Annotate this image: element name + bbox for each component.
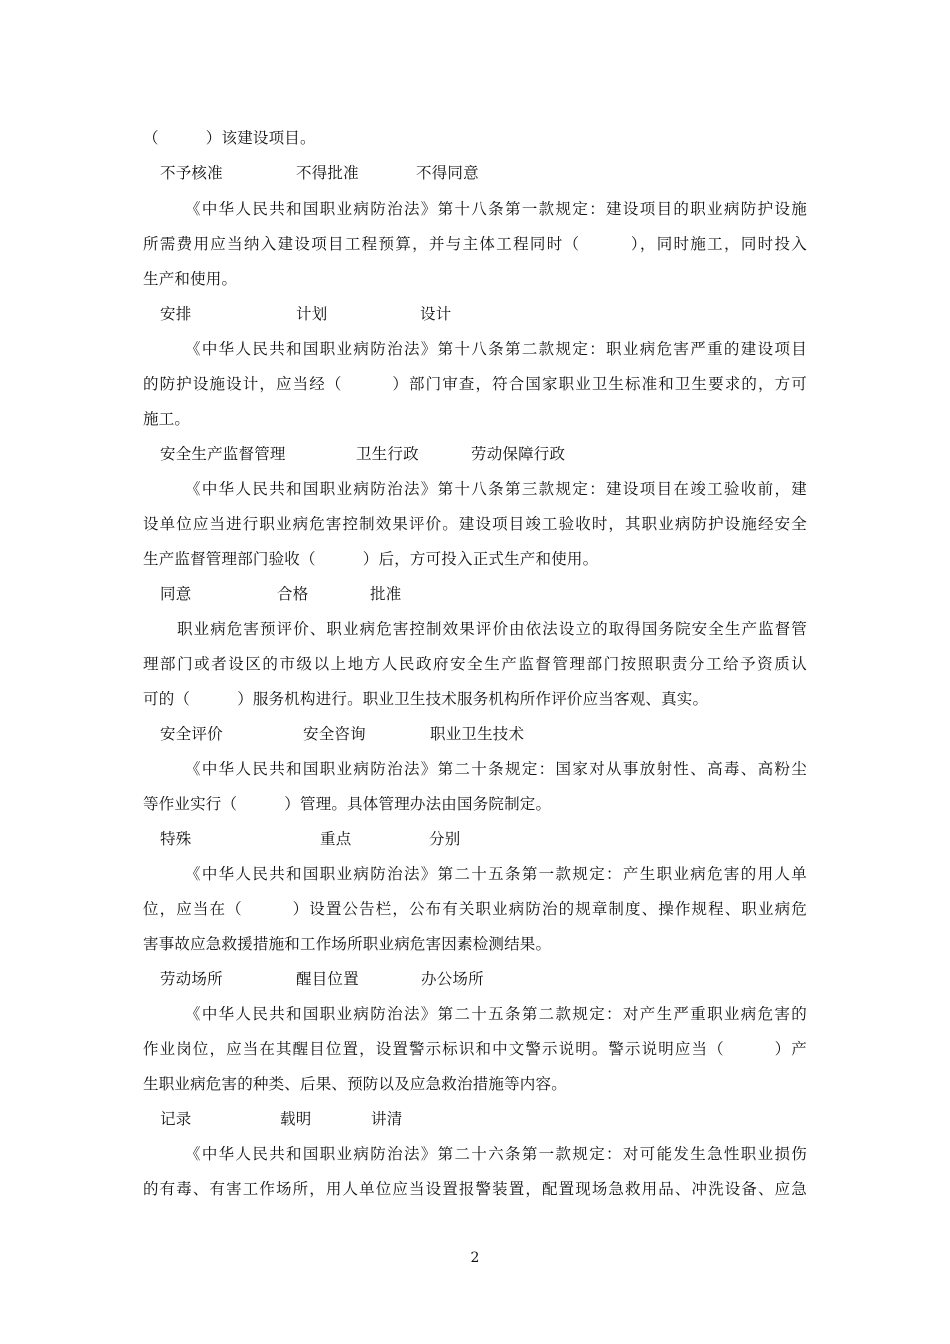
text-line: 作业岗位，应当在其醒目位置，设置警示标识和中文警示说明。警示说明应当（ ）产 [143,1040,807,1058]
option-c: 不得同意 [416,164,479,182]
text-line: 《中华人民共和国职业病防治法》第二十六条第一款规定：对可能发生急性职业损伤 [185,1145,807,1163]
option-a: 同意 [160,585,192,603]
text-line: 所需费用应当纳入建设项目工程预算，并与主体工程同时（ ），同时施工，同时投入 [143,235,807,253]
option-c: 职业卫生技术 [430,725,525,743]
option-b: 合格 [277,585,309,603]
text-line: 《中华人民共和国职业病防治法》第十八条第三款规定：建设项目在竣工验收前，建 [185,480,807,498]
text-line: 设单位应当进行职业病危害控制效果评价。建设项目竣工验收时，其职业病防护设施经安全 [143,515,807,533]
text-line: 生职业病危害的种类、后果、预防以及应急救治措施等内容。 [143,1075,567,1093]
option-c: 讲清 [371,1110,403,1128]
option-a: 安全评价 [160,725,223,743]
text-line: 生产监督管理部门验收（ ）后，方可投入正式生产和使用。 [143,550,599,568]
option-a: 劳动场所 [160,970,223,988]
text-line: 《中华人民共和国职业病防治法》第二十五条第二款规定：对产生严重职业病危害的 [185,1005,807,1023]
text-line: 《中华人民共和国职业病防治法》第十八条第二款规定：职业病危害严重的建设项目 [185,340,807,358]
option-c: 分别 [429,830,461,848]
option-a: 特殊 [160,830,192,848]
text-line: 施工。 [143,410,191,428]
option-b: 载明 [280,1110,312,1128]
text-line: 害事故应急救援措施和工作场所职业病危害因素检测结果。 [143,935,552,953]
option-c: 批准 [370,585,402,603]
text-line: 《中华人民共和国职业病防治法》第十八条第一款规定：建设项目的职业病防护设施 [185,200,807,218]
option-c: 劳动保障行政 [471,445,566,463]
option-c: 设计 [420,305,452,323]
text-line: 的有毒、有害工作场所，用人单位应当设置报警装置，配置现场急救用品、冲洗设备、应急 [143,1180,807,1198]
text-line: （ ）该建设项目。 [143,129,316,147]
text-line: 的防护设施设计，应当经（ ）部门审查，符合国家职业卫生标准和卫生要求的，方可 [143,375,807,393]
option-b: 重点 [320,830,352,848]
option-a: 安全生产监督管理 [160,445,286,463]
text-line: 《中华人民共和国职业病防治法》第二十五条第一款规定：产生职业病危害的用人单 [185,865,807,883]
text-line: 理部门或者设区的市级以上地方人民政府安全生产监督管理部门按照职责分工给予资质认 [143,655,807,673]
option-b: 安全咨询 [303,725,366,743]
text-line: 职业病危害预评价、职业病危害控制效果评价由依法设立的取得国务院安全生产监督管 [177,620,807,638]
text-line: 位，应当在（ ）设置公告栏，公布有关职业病防治的规章制度、操作规程、职业病危 [143,900,807,918]
option-b: 不得批准 [296,164,359,182]
option-b: 计划 [296,305,328,323]
option-c: 办公场所 [421,970,484,988]
option-b: 卫生行政 [356,445,419,463]
option-a: 安排 [160,305,192,323]
text-line: 生产和使用。 [143,270,238,288]
option-a: 不予核准 [160,164,223,182]
option-a: 记录 [160,1110,192,1128]
page-number: 2 [470,1250,480,1266]
text-line: 《中华人民共和国职业病防治法》第二十条规定：国家对从事放射性、高毒、高粉尘 [185,760,807,778]
option-b: 醒目位置 [296,970,359,988]
text-line: 可的（ ）服务机构进行。职业卫生技术服务机构所作评价应当客观、真实。 [143,690,709,708]
text-line: 等作业实行（ ）管理。具体管理办法由国务院制定。 [143,795,552,813]
